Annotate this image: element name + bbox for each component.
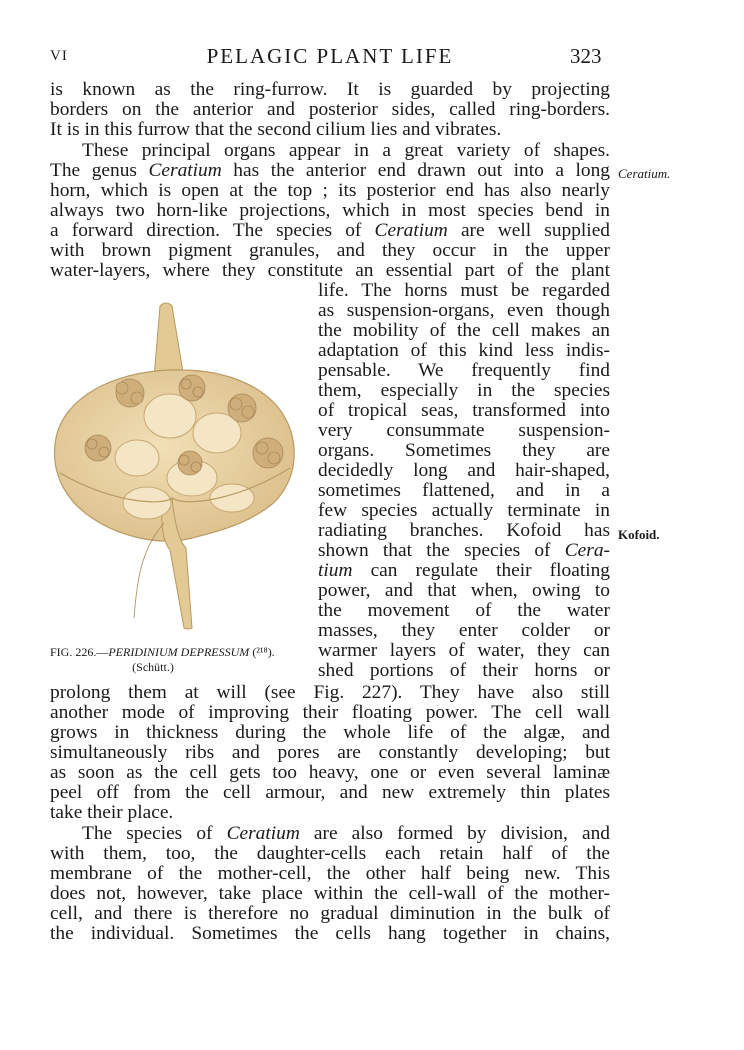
text-line: with brown pigment granules, and they occur in the upper — [50, 240, 610, 261]
text-line: with them, too, the daughter-cells each retain half of the — [50, 843, 610, 864]
running-title: PELAGIC PLANT LIFE — [206, 44, 454, 68]
text-line: the movement of the water — [318, 600, 610, 621]
text-line: water-layers, where they constitute an essential part of the plant — [50, 260, 610, 281]
text-line: is known as the ring-furrow. It is guarded by projecting — [50, 79, 610, 100]
caption-species: PERIDINIUM DEPRESSUM — [108, 645, 250, 659]
margin-note-ceratium: Ceratium. — [618, 166, 671, 181]
text-line: The species of Ceratium are also formed by division, and — [82, 823, 610, 844]
text-line: masses, they enter colder or — [318, 620, 610, 641]
text-line: them, especially in the species — [318, 380, 610, 401]
caption-magnification: (²¹⁸). — [252, 645, 275, 659]
text-line: borders on the anterior and posterior sides, called ring-borders. — [50, 99, 610, 120]
text-line: warmer layers of water, they can — [318, 640, 610, 661]
text-line: radiating branches. Kofoid has — [318, 520, 610, 541]
text-line: as soon as the cell gets too heavy, one or even several laminæ — [50, 762, 610, 783]
text-line: power, and that when, owing to — [318, 580, 610, 601]
text-line: does not, however, take place within the cell-wall of the mother- — [50, 883, 610, 904]
text-line: another mode of improving their floating power. The cell wall — [50, 702, 610, 723]
caption-credit: (Schütt.) — [132, 660, 174, 674]
text-line: These principal organs appear in a great variety of shapes. — [82, 140, 610, 161]
text-line: shown that the species of Cera- — [318, 540, 610, 561]
text-line: peel off from the cell armour, and new extremely thin plates — [50, 782, 610, 803]
text-line: It is in this furrow that the second cilium lies and vibrates. — [50, 119, 502, 140]
text-line: of tropical seas, transformed into — [318, 400, 610, 421]
chapter-number: VI — [50, 48, 68, 64]
text-line: shed portions of their horns or — [318, 660, 610, 681]
text-line: the mobility of the cell makes an — [318, 320, 610, 341]
text-line: a forward direction. The species of Ceratium are well supplied — [50, 220, 610, 241]
margin-note-kofoid: Kofoid. — [618, 527, 660, 542]
text-line: prolong them at will (see Fig. 227). They have also still — [50, 682, 610, 703]
text-line: grows in thickness during the whole life of the algæ, and — [50, 722, 610, 743]
text-line: horn, which is open at the top ; its posterior end has also nearly — [50, 180, 610, 201]
running-header — [0, 44, 744, 74]
page-number: 323 — [570, 44, 602, 68]
text-line: life. The horns must be regarded — [318, 280, 610, 301]
text-line: few species actually terminate in — [318, 500, 610, 521]
figure-caption — [50, 645, 312, 675]
text-line: membrane of the mother-cell, the other half being new. This — [50, 863, 610, 884]
caption-prefix: FIG. 226.— — [50, 645, 109, 659]
anterior-horn — [154, 303, 184, 378]
figure-peridinium-illustration — [42, 298, 304, 633]
text-line: The genus Ceratium has the anterior end drawn out into a long — [50, 160, 610, 181]
peridinium-drawing — [42, 298, 304, 633]
text-line: as suspension-organs, even though — [318, 300, 610, 321]
text-line: very consummate suspension- — [318, 420, 610, 441]
text-line: sometimes flattened, and in a — [318, 480, 610, 501]
text-line: tium can regulate their floating — [318, 560, 610, 581]
text-line: take their place. — [50, 802, 174, 823]
text-line: always two horn-like projections, which in most species bend in — [50, 200, 610, 221]
text-line: adaptation of this kind less indis- — [318, 340, 610, 361]
text-line: organs. Sometimes they are — [318, 440, 610, 461]
text-line: decidedly long and hair-shaped, — [318, 460, 610, 481]
text-line: simultaneously ribs and pores are constantly developing; but — [50, 742, 610, 763]
text-line: cell, and there is therefore no gradual diminution in the bulk of — [50, 903, 610, 924]
text-line: pensable. We frequently find — [318, 360, 610, 381]
text-line: the individual. Sometimes the cells hang together in chains, — [50, 923, 610, 944]
